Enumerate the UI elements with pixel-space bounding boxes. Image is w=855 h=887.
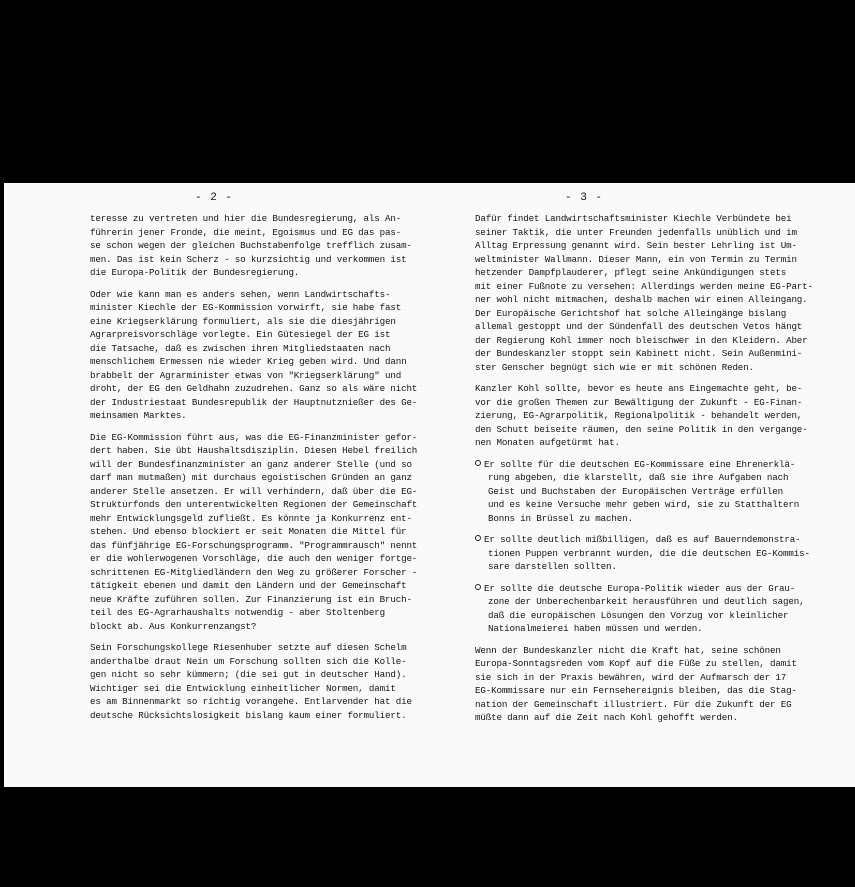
bullet-circle-icon xyxy=(475,460,481,466)
text-line xyxy=(90,471,438,485)
line-text: EG-Kommissare nur ein Fernsehereignis bleiben, das die Stag- xyxy=(475,685,797,696)
line-text: müßte dann auf die Zeit nach Kohl gehofft werden. xyxy=(475,712,738,723)
line-text: der Bundeskanzler stoppt sein Kabinett nicht. Sein Außenmini- xyxy=(475,348,803,359)
line-text: tätigkeit ebenen und damit den Ländern und der Gemeinschaft xyxy=(90,580,407,591)
text-line xyxy=(475,253,815,267)
line-text: anderer Stelle ansetzen. Er will verhindern, daß über die EG- xyxy=(90,485,418,497)
paragraph xyxy=(90,431,438,634)
line-text: zone der Unberechenbarkeit herausführen und deutlich sagen, xyxy=(488,596,805,607)
text-line xyxy=(90,695,438,709)
text-line xyxy=(90,444,438,458)
text-line xyxy=(90,239,438,253)
line-text: allemal gestoppt und der Sündenfall des deutschen Vetos hängt xyxy=(475,321,803,332)
paragraph xyxy=(475,212,815,374)
text-line xyxy=(475,334,815,348)
line-text: Alltag Erpressung genannt wird. Sein bester Lehrling ist Um- xyxy=(475,240,797,251)
text-line xyxy=(475,644,815,658)
text-line xyxy=(475,382,815,396)
line-text: Oder wie kann man es anders sehen, wenn Landwirtschafts- xyxy=(90,288,391,300)
line-text: Agrarpreisvorschläge vorlegte. Ein Gütesiegel der EG ist xyxy=(90,329,391,340)
text-line xyxy=(90,288,438,302)
line-text: mehr Entwicklungsgeld zufließt. Es könnte ja Konkurrenz ent- xyxy=(90,512,412,524)
line-text: ner wohl nicht mitmachen, deshalb machen wir einen Alleingang. xyxy=(475,294,808,305)
line-text: Geist und Buchstaben der Europäischen Verträge erfüllen xyxy=(488,485,783,497)
text-line xyxy=(475,436,815,450)
text-line xyxy=(90,369,438,383)
text-line xyxy=(475,293,815,307)
text-line xyxy=(90,579,438,593)
line-text: Er sollte für die deutschen EG-Kommissare eine Ehrenerklä- xyxy=(484,458,796,470)
text-line xyxy=(475,409,815,423)
line-text: tionen Puppen verbrannt wurden, die die deutschen EG-Kommis- xyxy=(488,547,810,559)
line-text: men. Das ist kein Scherz - so kurzsichtig und verkommen ist xyxy=(90,253,407,265)
line-text: die Europa-Politik der Bundesregierung. xyxy=(90,267,300,278)
text-line xyxy=(90,593,438,607)
line-text: und es keine Versuche mehr geben wird, sie zu Statthaltern xyxy=(488,499,800,510)
line-text: teil des EG-Agrarhaushalts notwendig - aber Stoltenberg xyxy=(90,607,385,618)
line-text: der Industriestaat Bundesrepublik der Hauptnutznießer des Ge- xyxy=(90,396,418,408)
line-text: neue Kräfte zuführen sollen. Zur Finanzierung ist ein Bruch- xyxy=(90,593,412,605)
text-line xyxy=(475,698,815,712)
text-line xyxy=(475,307,815,321)
text-line xyxy=(90,641,438,655)
bullet-item xyxy=(475,458,815,526)
text-line xyxy=(90,355,438,369)
text-line xyxy=(475,671,815,685)
text-line xyxy=(475,226,815,240)
line-text: seiner Taktik, die unter Freunden jedenfalls unüblich und im xyxy=(475,226,797,238)
line-text: hetzender Dampfplauderer, pflegt seine Ankündigungen stets xyxy=(475,267,787,278)
line-text: darf man mutmaßen) mit durchaus egoistischen Gründen an ganz xyxy=(90,472,412,483)
line-text: droht, der EG den Geldhahn zuzudrehen. Ganz so als wäre nicht xyxy=(90,383,418,394)
line-text: Die EG-Kommission führt aus, was die EG-Finanzminister gefor- xyxy=(90,431,418,443)
line-text: meinsamen Marktes. xyxy=(90,410,187,421)
text-line xyxy=(475,458,815,472)
text-line xyxy=(475,266,815,280)
line-text: Strukturfonds den unterentwickelten Regionen der Gemeinschaft xyxy=(90,499,418,510)
text-line xyxy=(90,539,438,553)
text-line xyxy=(475,423,815,437)
line-text: führerin jener Fronde, die meint, Egoismus und EG das pas- xyxy=(90,226,402,238)
paragraph xyxy=(475,644,815,725)
text-line xyxy=(90,709,438,723)
left-page-body xyxy=(90,212,438,730)
bullet-circle-icon xyxy=(475,584,481,590)
line-text: Der Europäische Gerichtshof hat solche Alleingänge bislang xyxy=(475,307,787,319)
line-text: dert haben. Sie übt Haushaltsdisziplin. Diesen Hebel freilich xyxy=(90,445,418,456)
line-text: daß die europäischen Lösungen den Vorzug vor kleinlicher xyxy=(488,609,789,621)
text-line xyxy=(90,552,438,566)
line-text: gen nicht so sehr kümmern; (die sei gut in deutscher Hand). xyxy=(90,669,407,680)
line-text: eine Kriegserklärung formuliert, als sie die diesjährigen xyxy=(90,315,396,327)
text-line xyxy=(90,566,438,580)
text-line xyxy=(90,606,438,620)
right-page-body xyxy=(475,212,815,733)
text-line xyxy=(90,266,438,280)
text-line xyxy=(475,533,815,547)
text-line xyxy=(90,431,438,445)
text-line xyxy=(475,657,815,671)
text-line xyxy=(90,301,438,315)
paragraph xyxy=(475,382,815,450)
line-text: zierung, EG-Agrarpolitik, Regionalpolitik - behandelt werden, xyxy=(475,410,803,421)
text-line xyxy=(90,525,438,539)
line-text: Sein Forschungskollege Riesenhuber setzte auf diesen Schelm xyxy=(90,642,407,653)
text-line xyxy=(90,396,438,410)
line-text: stehen. Und ebenso blockiert er seit Monaten die Mittel für xyxy=(90,526,407,537)
text-line xyxy=(475,347,815,361)
text-line xyxy=(90,212,438,226)
text-line xyxy=(90,512,438,526)
line-text: es am Binnenmarkt so richtig vorangehe. Entlarvender hat die xyxy=(90,696,412,707)
line-text: Er sollte die deutsche Europa-Politik wieder aus der Grau- xyxy=(484,582,796,594)
line-text: mit einer Fußnote zu versehen: Allerdings werden meine EG-Part- xyxy=(475,280,813,292)
text-line xyxy=(90,342,438,356)
text-line xyxy=(90,498,438,512)
bullet-item xyxy=(475,533,815,574)
line-text: sie sich in der Praxis bewähren, wird der Aufmarsch der 17 xyxy=(475,671,787,683)
line-text: vor die großen Themen zur Bewältigung der Zukunft - EG-Finan- xyxy=(475,396,803,408)
line-text: ster Genscher begnügt sich wie er mit schönen Reden. xyxy=(475,361,754,373)
text-line xyxy=(475,609,815,623)
text-line xyxy=(90,655,438,669)
paragraph xyxy=(90,288,438,423)
text-line xyxy=(475,396,815,410)
text-line xyxy=(475,622,815,636)
line-text: das fünfjährige EG-Forschungsprogramm. "Programmrausch" nennt xyxy=(90,539,418,551)
line-text: Dafür findet Landwirtschaftsminister Kiechle Verbündete bei xyxy=(475,213,792,224)
text-line xyxy=(475,684,815,698)
line-text: nation der Gemeinschaft illustriert. Für die Zukunft der EG xyxy=(475,698,792,710)
bullet-circle-icon xyxy=(475,535,481,541)
line-text: deutsche Rücksichtslosigkeit bislang kaum einer formuliert. xyxy=(90,709,407,721)
line-text: nen Monaten aufgetürmt hat. xyxy=(475,437,620,448)
line-text: rung abgeben, die klarstellt, daß sie ihre Aufgaben nach xyxy=(488,472,789,483)
line-text: schrittenen EG-Mitgliedländern den Weg zu größerer Forscher - xyxy=(90,566,418,578)
line-text: brabbelt der Agrarminister etwas von "Kriegserklärung" und xyxy=(90,369,402,381)
text-line xyxy=(475,498,815,512)
text-line xyxy=(475,547,815,561)
line-text: Er sollte deutlich mißbilligen, daß es auf Bauerndemonstra- xyxy=(484,534,801,545)
text-line xyxy=(90,620,438,634)
text-line xyxy=(90,668,438,682)
text-line xyxy=(475,595,815,609)
text-line xyxy=(475,485,815,499)
paragraph xyxy=(90,641,438,722)
paragraph xyxy=(90,212,438,280)
text-line xyxy=(90,328,438,342)
text-line xyxy=(90,409,438,423)
text-line xyxy=(475,239,815,253)
text-line xyxy=(475,280,815,294)
text-line xyxy=(475,711,815,725)
line-text: menschlichem Ermessen nie wieder Krieg geben wird. Und dann xyxy=(90,356,407,367)
line-text: will der Bundesfinanzminister an ganz anderer Stelle (und so xyxy=(90,458,412,470)
line-text: blockt ab. Aus Konkurrenzangst? xyxy=(90,620,257,632)
text-line xyxy=(90,382,438,396)
line-text: anderthalbe draut Nein um Forschung sollten sich die Kolle- xyxy=(90,655,407,667)
line-text: se schon wegen der gleichen Buchstabenfolge trefflich zusam- xyxy=(90,240,412,251)
line-text: Nationalmeierei haben müssen und werden. xyxy=(488,623,703,634)
text-line xyxy=(90,458,438,472)
text-line xyxy=(90,485,438,499)
left-page-number: - 2 - xyxy=(195,192,234,204)
text-line xyxy=(475,320,815,334)
text-line xyxy=(475,361,815,375)
text-line xyxy=(475,582,815,596)
line-text: Wichtiger sei die Entwicklung einheitlicher Normen, damit xyxy=(90,682,396,694)
line-text: Kanzler Kohl sollte, bevor es heute ans Eingemachte geht, be- xyxy=(475,383,803,394)
line-text: Wenn der Bundeskanzler nicht die Kraft hat, seine schönen xyxy=(475,644,781,656)
scanned-document-spread xyxy=(4,183,855,787)
line-text: teresse zu vertreten und hier die Bundesregierung, als An- xyxy=(90,213,402,224)
line-text: er die wohlerwogenen Vorschläge, die auch den weniger fortge- xyxy=(90,553,418,564)
text-line xyxy=(90,226,438,240)
line-text: weltminister Wallmann. Dieser Mann, ein von Termin zu Termin xyxy=(475,253,797,265)
line-text: der Regierung Kohl immer noch bleischwer in den Kleidern. Aber xyxy=(475,334,808,346)
line-text: sare darstellen sollten. xyxy=(488,561,617,572)
line-text: den Schutt beiseite räumen, den seine Politik in den vergange- xyxy=(475,423,808,435)
text-line xyxy=(90,253,438,267)
bullet-item xyxy=(475,582,815,636)
text-line xyxy=(475,512,815,526)
text-line xyxy=(475,212,815,226)
text-line xyxy=(90,682,438,696)
line-text: die Tatsache, daß es zwischen ihren Mitgliedstaaten nach xyxy=(90,342,391,354)
right-page-number: - 3 - xyxy=(565,192,604,204)
line-text: minister Kiechle der EG-Kommission vorwirft, sie habe fast xyxy=(90,302,402,313)
text-line xyxy=(475,560,815,574)
text-line xyxy=(475,471,815,485)
text-line xyxy=(90,315,438,329)
line-text: Europa-Sonntagsreden vom Kopf auf die Füße zu stellen, damit xyxy=(475,658,797,669)
line-text: Bonns in Brüssel zu machen. xyxy=(488,512,633,524)
